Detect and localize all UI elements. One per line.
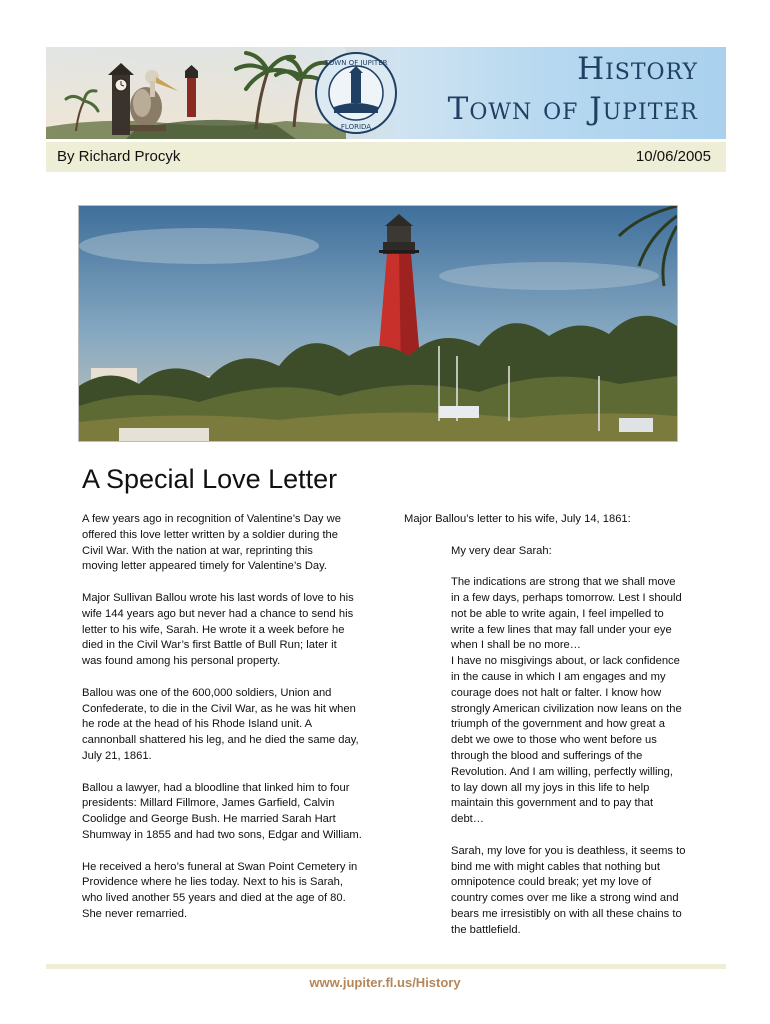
letter-body — [404, 544, 704, 939]
text-line: bind me with might cables that nothing but — [451, 860, 660, 873]
text-line: when I shall be no more… — [451, 639, 581, 652]
footer-divider — [46, 964, 726, 969]
text-line: Sarah, my love for you is deathless, it seems to — [451, 844, 686, 857]
photo-artwork — [79, 206, 677, 441]
text-line: debt… — [451, 813, 484, 826]
text-line: She never remarried. — [82, 907, 188, 920]
letter-paragraph-2 — [451, 654, 704, 828]
text-line: in the cause in which I am engages and my — [451, 670, 666, 683]
header-banner — [46, 47, 726, 139]
seal-text-bottom: FLORIDA — [340, 123, 372, 131]
text-line: cannonball shattered his leg, and he died the same day, — [82, 734, 359, 747]
text-line: My very dear Sarah: — [451, 544, 552, 557]
text-line: presidents: Millard Fillmore, James Garfield, Calvin — [82, 797, 335, 810]
byline-bar — [46, 142, 726, 172]
text-line: was found among his personal property. — [82, 655, 281, 668]
text-line: July 21, 1861. — [82, 749, 152, 762]
text-line: Ballou a lawyer, had a bloodline that linked him to four — [82, 781, 350, 794]
text-line: Major Sullivan Ballou wrote his last words of love to his — [82, 591, 354, 604]
text-line: the battlefield. — [451, 923, 521, 936]
text-line: triumph of the government and how great a — [451, 718, 665, 731]
paragraph-5 — [82, 860, 382, 923]
text-line: Ballou was one of the 600,000 soldiers, Union and — [82, 686, 332, 699]
text-line: to lay down all my joys in this life to help — [451, 781, 650, 794]
text-line: Civil War. With the nation at war, reprinting this — [82, 544, 313, 557]
paragraph-2 — [82, 591, 382, 670]
text-line: strongly American civilization now leans on the — [451, 702, 682, 715]
banner-title-history: History — [577, 51, 698, 87]
banner-title-town: Town of Jupiter — [447, 91, 698, 127]
text-line: letter to his wife, Sarah. He wrote it a week before he — [82, 623, 345, 636]
text-line: he rode at the head of his Rhode Island unit. A — [82, 718, 313, 731]
text-line: wife 144 years ago but never had a chance to send his — [82, 607, 354, 620]
text-line: He received a hero’s funeral at Swan Point Cemetery in — [82, 860, 358, 873]
seal-text-top: TOWN OF JUPITER — [324, 59, 388, 67]
letter-intro — [404, 512, 704, 528]
text-line: moving letter appeared timely for Valentine’s Day. — [82, 560, 328, 573]
text-line: offered this love letter written by a soldier during the — [82, 528, 339, 541]
text-line: Coolidge and George Bush. He married Sarah Hart — [82, 813, 336, 826]
text-line: The indications are strong that we shall move — [451, 576, 676, 589]
right-column — [404, 512, 704, 954]
author: By Richard Procyk — [57, 148, 181, 165]
letter-salutation — [451, 544, 704, 560]
letter-paragraph-1 — [451, 575, 704, 654]
text-line: Confederate, to die in the Civil War, as he was hit when — [82, 702, 356, 715]
text-line: Major Ballou’s letter to his wife, July 14, 1861: — [404, 513, 631, 525]
town-seal-icon — [316, 53, 396, 133]
paragraph-3 — [82, 686, 382, 765]
text-line: I have no misgivings about, or lack confidence — [451, 655, 680, 668]
text-line: not be able to write again, I feel impelled to — [451, 607, 664, 620]
text-line: country comes over me like a strong wind and — [451, 892, 679, 905]
text-line: courage does not halt or falter. I know how — [451, 686, 662, 699]
text-line: omnipotence could break; yet my love of — [451, 876, 652, 889]
text-line: write a few lines that may fall under your eye — [451, 623, 672, 636]
letter-paragraph-3 — [451, 844, 704, 939]
text-line: Revolution. And I am willing, perfectly willing, — [451, 765, 673, 778]
article-headline: A Special Love Letter — [82, 464, 338, 494]
text-line: Providence where he lies today. Next to his is Sarah, — [82, 876, 343, 889]
text-line: died in the Civil War’s first Battle of Bull Run; later it — [82, 639, 337, 652]
paragraph-1 — [82, 512, 382, 575]
paragraph-4 — [82, 781, 382, 844]
text-line: maintain this government and to pay that — [451, 797, 654, 810]
footer-website-link[interactable]: www.jupiter.fl.us/History — [309, 975, 461, 990]
text-line: who lived another 55 years and died at the age of 80. — [82, 892, 346, 905]
text-line: bears me irresistibly on with all these chains to — [451, 907, 682, 920]
text-line: Shumway in 1855 and had two sons, Edgar and William. — [82, 828, 362, 841]
left-column — [82, 512, 382, 939]
text-line: A few years ago in recognition of Valentine’s Day we — [82, 513, 341, 525]
text-line: debt we owe to those who went before us — [451, 734, 657, 747]
text-line: in a few days, perhaps tomorrow. Lest I should — [451, 591, 682, 604]
lighthouse-photo — [78, 205, 678, 442]
text-line: through the blood and sufferings of the — [451, 749, 643, 762]
publish-date: 10/06/2005 — [635, 148, 711, 165]
